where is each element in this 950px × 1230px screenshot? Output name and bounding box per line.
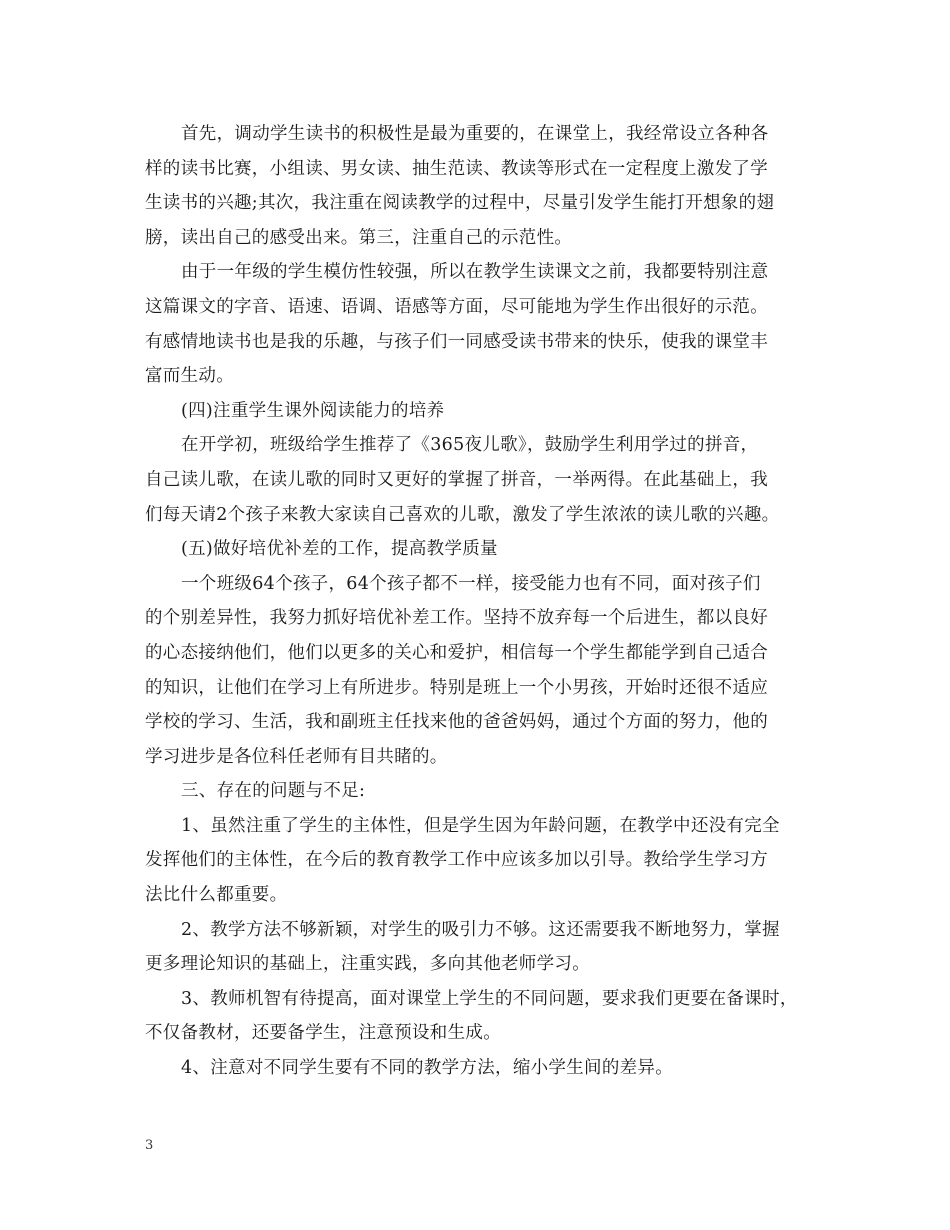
text-line: 在开学初，班级给学生推荐了《365夜儿歌》，鼓励学生利用学过的拼音， — [181, 435, 759, 456]
text-line: 不仅备教材，还要备学生，注意预设和生成。 — [145, 1023, 501, 1044]
text-line: 生读书的兴趣;其次，我注重在阅读教学的过程中，尽量引发学生能打开想象的翅 — [145, 193, 775, 214]
text-line: 首先，调动学生读书的积极性是最为重要的，在课堂上，我经常设立各种各 — [181, 124, 769, 144]
text-line: 4、注意对不同学生要有不同的教学方法，缩小学生间的差异。 — [181, 1058, 674, 1079]
text-line: 膀，读出自己的感受出来。第三，注重自己的示范性。 — [145, 227, 573, 248]
text-line: 一个班级64个孩子，64个孩子都不一样，接受能力也有不同，面对孩子们 — [181, 573, 761, 594]
paragraph — [145, 774, 813, 809]
text-line: 样的读书比赛，小组读、男女读、抽生范读、教读等形式在一定程度上激发了学 — [145, 158, 768, 179]
page-number: 3 — [145, 1138, 154, 1153]
paragraph — [145, 394, 813, 429]
text-line: 1、虽然注重了学生的主体性，但是学生因为年龄问题，在教学中还没有完全 — [181, 815, 780, 836]
paragraph — [145, 428, 813, 532]
paragraph — [145, 567, 813, 775]
paragraph — [145, 255, 813, 393]
text-line: 更多理论知识的基础上，注重实践，多向其他老师学习。 — [145, 954, 590, 975]
text-line: 这篇课文的字音、语速、语调、语感等方面，尽可能地为学生作出很好的示范。 — [145, 296, 768, 317]
paragraph — [145, 809, 813, 913]
paragraph — [145, 1051, 813, 1086]
text-line: 法比什么都重要。 — [145, 885, 288, 906]
text-line: 的心态接纳他们，他们以更多的关心和爱护，相信每一个学生都能学到自己适合 — [145, 642, 768, 663]
text-line: 富而生动。 — [145, 366, 234, 387]
text-line: 3、教师机智有待提高，面对课堂上学生的不同问题，要求我们更要在备课时， — [181, 988, 798, 1009]
text-line: 学校的学习、生活，我和副班主任找来他的爸爸妈妈，通过个方面的努力，他的 — [145, 712, 768, 733]
text-line: 有感情地读书也是我的乐趣，与孩子们一同感受读书带来的快乐，使我的课堂丰 — [145, 331, 768, 352]
text-line: 由于一年级的学生模仿性较强，所以在教学生读课文之前，我都要特别注意 — [181, 262, 769, 283]
text-line: 们每天请2个孩子来教大家读自己喜欢的儿歌，激发了学生浓浓的读儿歌的兴趣。 — [145, 504, 780, 525]
text-line: (四)注重学生课外阅读能力的培养 — [181, 400, 445, 421]
paragraph — [145, 532, 813, 567]
paragraph — [145, 913, 813, 982]
text-line: 发挥他们的主体性，在今后的教育教学工作中应该多加以引导。教给学生学习方 — [145, 850, 768, 871]
text-line: 的个别差异性，我努力抓好培优补差工作。坚持不放弃每一个后进生，都以良好 — [145, 608, 768, 629]
document-body — [145, 117, 813, 1086]
text-line: (五)做好培优补差的工作，提高教学质量 — [181, 539, 498, 560]
text-line: 自己读儿歌，在读儿歌的同时又更好的掌握了拼音，一举两得。在此基础上，我 — [145, 469, 768, 490]
text-line: 三、存在的问题与不足: — [181, 781, 366, 802]
text-line: 学习进步是各位科任老师有目共睹的。 — [145, 746, 448, 767]
text-line: 2、教学方法不够新颖，对学生的吸引力不够。这还需要我不断地努力，掌握 — [181, 919, 780, 940]
paragraph — [145, 117, 813, 255]
paragraph — [145, 982, 813, 1051]
text-line: 的知识，让他们在学习上有所进步。特别是班上一个小男孩，开始时还很不适应 — [145, 677, 768, 698]
